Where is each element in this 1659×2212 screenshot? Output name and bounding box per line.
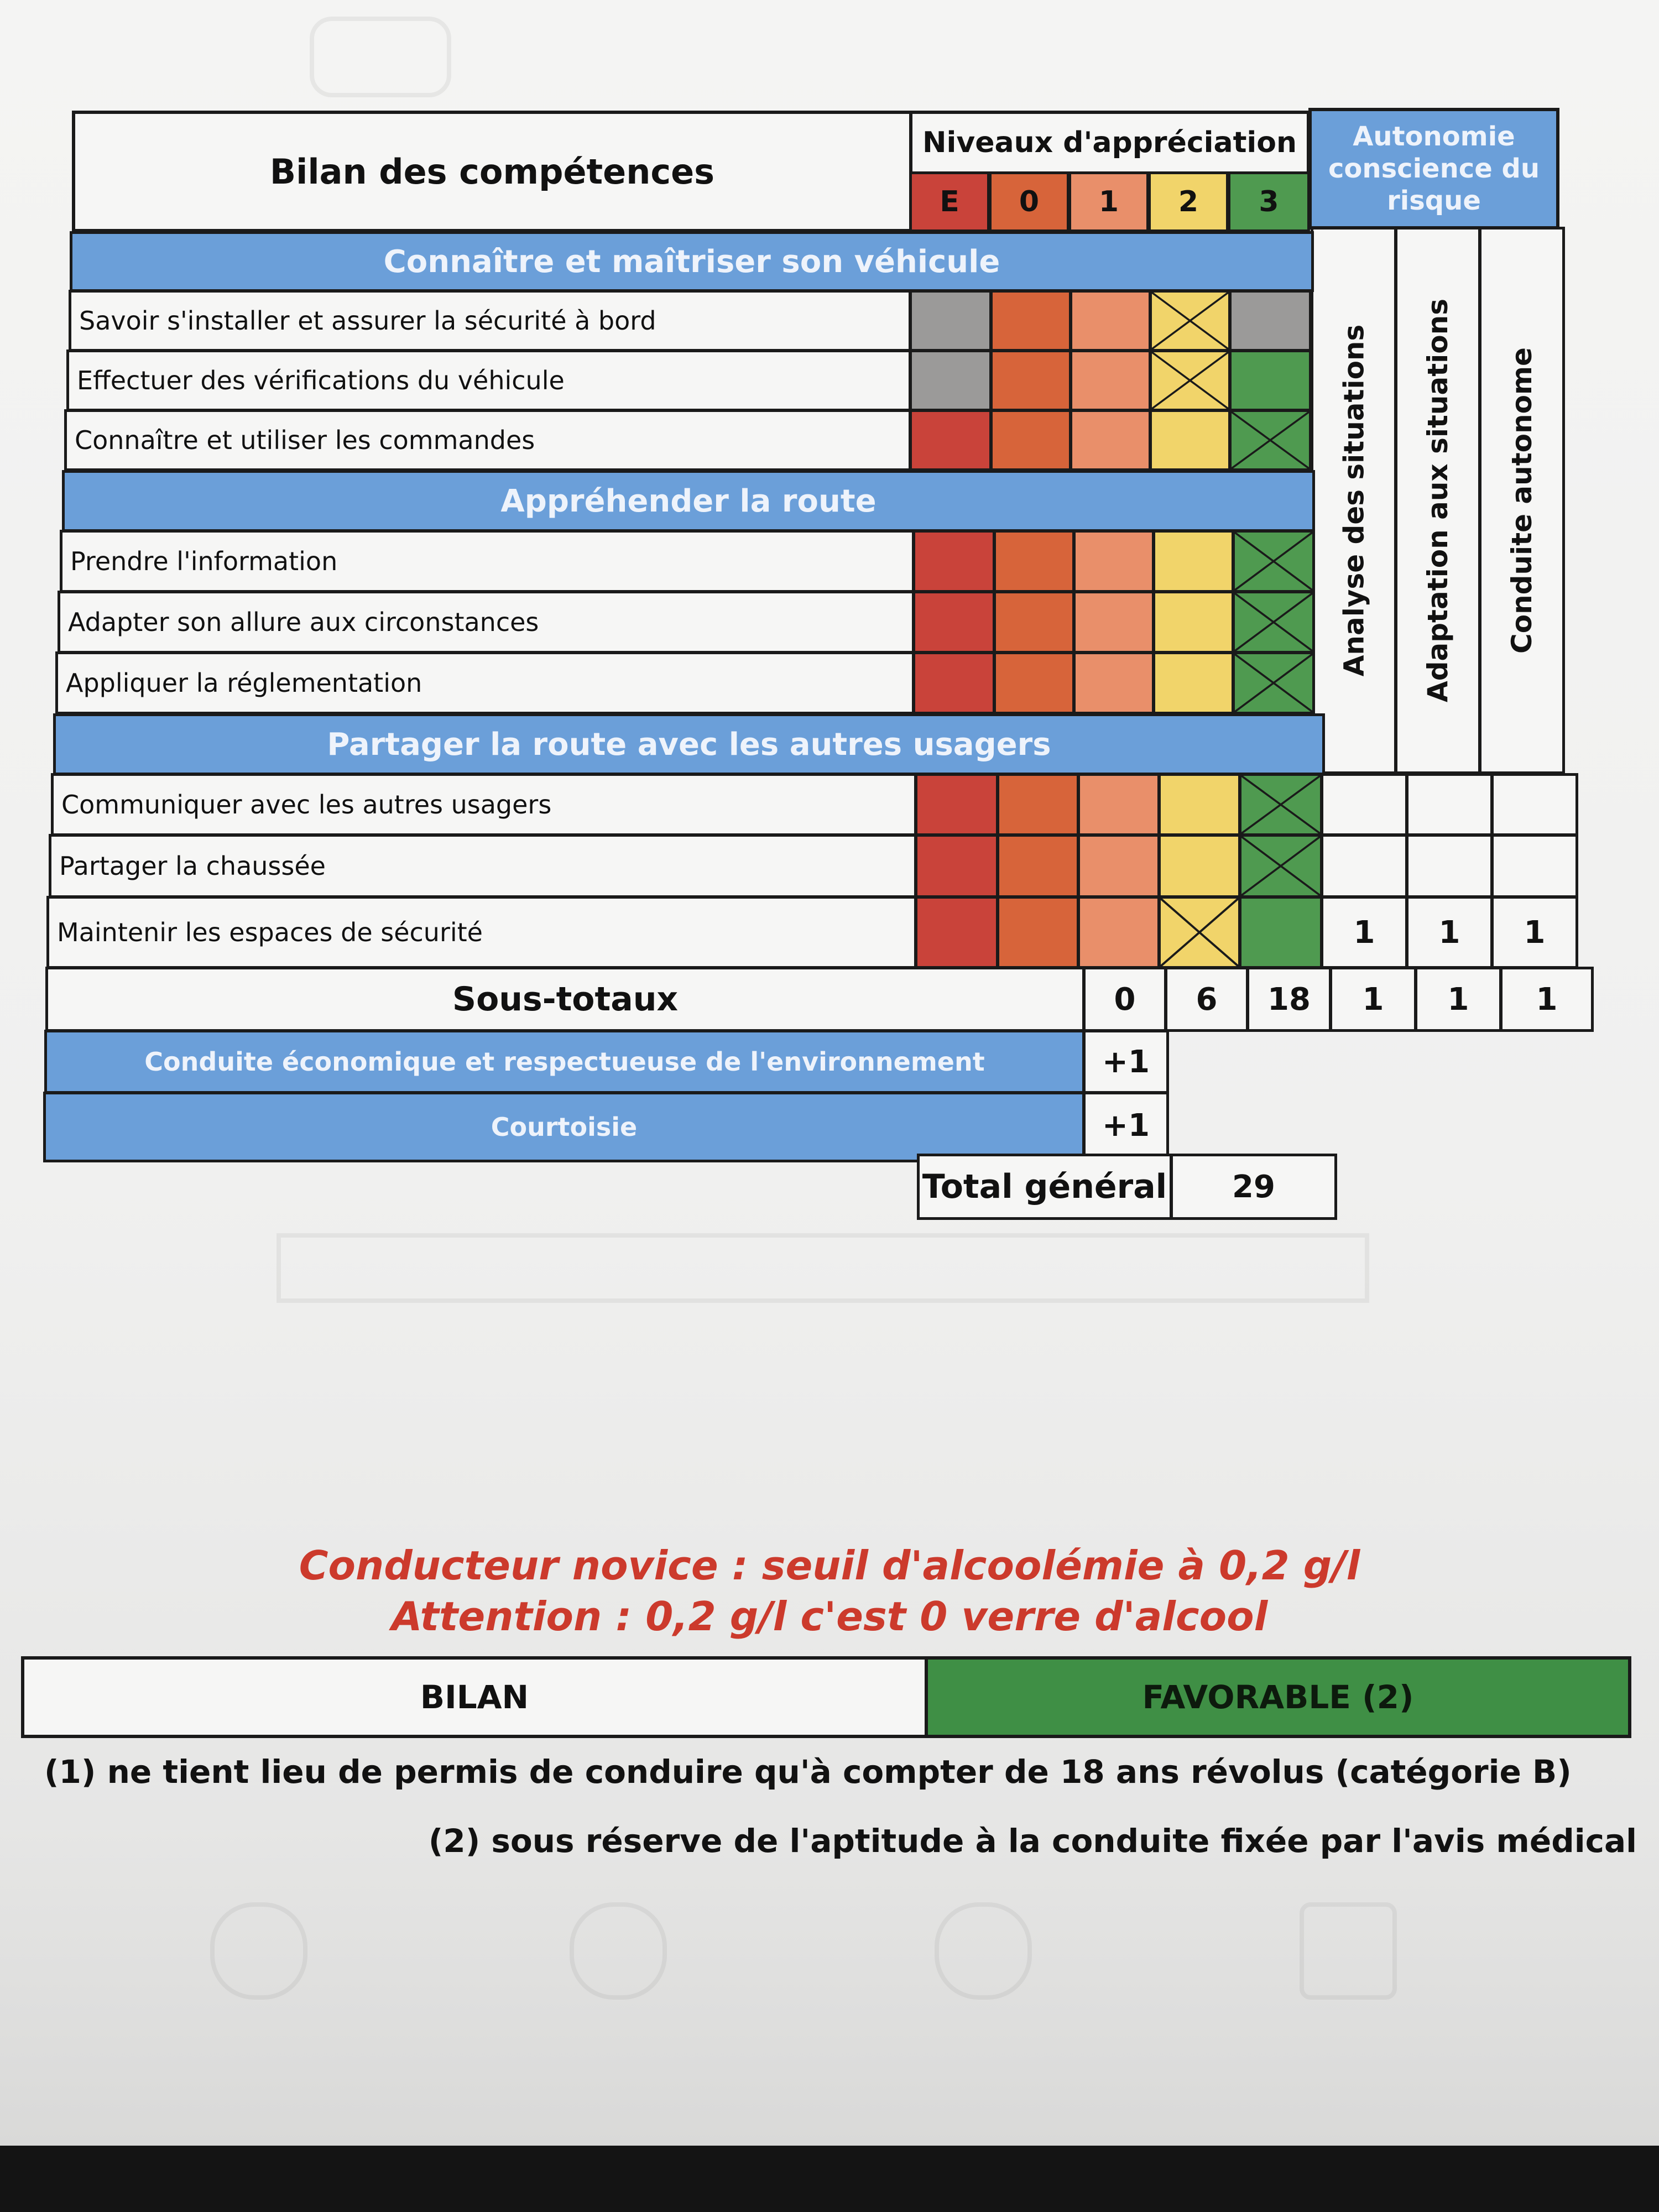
level-cell-1	[1070, 409, 1151, 471]
level-cell-1	[1073, 651, 1155, 714]
level-header-e: E	[909, 171, 990, 232]
level-cell-1	[1070, 290, 1151, 352]
table-title: Bilan des compétences	[72, 111, 912, 232]
section-title-partager: Partager la route avec les autres usagers	[53, 713, 1325, 775]
alcohol-warning-line1: Conducteur novice : seuil d'alcoolémie à 0,2 g/l	[299, 1542, 1360, 1589]
competence-row-label: Prendre l'information	[60, 530, 915, 593]
competence-row-label: Communiquer avec les autres usagers	[51, 773, 917, 836]
competence-row-label: Partager la chaussée	[49, 834, 917, 898]
bleed-through-mark	[276, 1233, 1369, 1303]
bonus-label-courtoisie: Courtoisie	[43, 1092, 1085, 1162]
bleed-through-mark	[210, 1902, 307, 2000]
competence-row-label: Effectuer des vérifications du véhicule	[66, 349, 911, 411]
bleed-through-mark	[570, 1902, 667, 2000]
subtotals-label: Sous-totaux	[45, 967, 1085, 1032]
level-cell-3	[1239, 896, 1323, 969]
competence-row-label: Appliquer la réglementation	[55, 651, 915, 714]
subtotal-value: 1	[1415, 967, 1502, 1032]
level-cell-0	[990, 290, 1072, 352]
bonus-value-eco: +1	[1083, 1030, 1169, 1094]
autonomy-cell	[1321, 834, 1408, 898]
level-header-0: 0	[989, 171, 1070, 232]
levels-header: Niveaux d'appréciation	[909, 111, 1310, 175]
autonomy-cell	[1406, 834, 1493, 898]
level-cell-3-checked	[1232, 530, 1315, 593]
subtotal-value: 0	[1083, 967, 1167, 1032]
level-cell-2	[1152, 530, 1234, 593]
level-cell-1	[1077, 834, 1160, 898]
cross-mark-icon	[1241, 837, 1320, 895]
level-cell-0	[997, 834, 1079, 898]
level-cell-e	[915, 773, 999, 836]
autonomy-header: Autonomie conscience du risque	[1308, 108, 1559, 229]
level-cell-3-checked	[1229, 409, 1312, 471]
subtotal-value: 18	[1246, 967, 1332, 1032]
cross-mark-icon	[1235, 593, 1312, 651]
level-cell-2	[1149, 409, 1231, 471]
bleed-through-mark	[935, 1902, 1032, 2000]
cross-mark-icon	[1152, 293, 1228, 349]
level-cell-1	[1077, 773, 1160, 836]
level-cell-0	[990, 349, 1072, 411]
level-cell-e	[909, 409, 992, 471]
level-cell-3	[1229, 290, 1312, 352]
autonomy-cell	[1491, 834, 1578, 898]
cross-mark-icon	[1161, 899, 1238, 966]
bilan-result: FAVORABLE (2)	[925, 1656, 1631, 1738]
autonomy-value: 1	[1321, 896, 1408, 969]
level-header-2: 2	[1148, 171, 1229, 232]
level-cell-2	[1158, 773, 1241, 836]
subtotal-value: 1	[1329, 967, 1417, 1032]
level-cell-e	[909, 290, 992, 352]
level-cell-3-checked	[1232, 591, 1315, 654]
total-label: Total général	[917, 1154, 1172, 1220]
autonomy-col-analyse: Analyse des situations	[1311, 227, 1397, 774]
autonomy-cell	[1406, 773, 1493, 836]
level-cell-2	[1152, 591, 1234, 654]
level-cell-2	[1158, 834, 1241, 898]
level-cell-2-checked	[1149, 290, 1231, 352]
bonus-label-eco: Conduite économique et respectueuse de l'environnement	[44, 1030, 1085, 1094]
autonomy-col-adaptation: Adaptation aux situations	[1395, 227, 1481, 774]
bleed-through-mark	[1300, 1902, 1397, 2000]
cross-mark-icon	[1235, 533, 1312, 590]
level-cell-1	[1077, 896, 1160, 969]
bonus-value-courtoisie: +1	[1083, 1092, 1169, 1159]
competence-row-label: Connaître et utiliser les commandes	[64, 409, 911, 471]
subtotal-value: 6	[1165, 967, 1249, 1032]
desk-background	[0, 2146, 1659, 2212]
autonomy-value: 1	[1491, 896, 1578, 969]
bleed-through-mark	[310, 17, 451, 97]
level-cell-e	[909, 349, 992, 411]
level-cell-0	[997, 773, 1079, 836]
section-title-route: Appréhender la route	[62, 470, 1315, 532]
level-cell-3-checked	[1232, 651, 1315, 714]
level-cell-e	[912, 591, 995, 654]
level-cell-e	[912, 530, 995, 593]
autonomy-cell	[1491, 773, 1578, 836]
level-cell-0	[993, 530, 1075, 593]
level-cell-1	[1073, 530, 1155, 593]
level-cell-2-checked	[1149, 349, 1231, 411]
autonomy-col-conduite: Conduite autonome	[1479, 227, 1565, 774]
cross-mark-icon	[1235, 654, 1312, 712]
footnote-2: (2) sous réserve de l'aptitude à la conduite fixée par l'avis médical	[428, 1822, 1637, 1860]
level-cell-3	[1229, 349, 1312, 411]
competence-row-label: Savoir s'installer et assurer la sécurité à bord	[69, 290, 911, 352]
level-cell-0	[997, 896, 1079, 969]
level-cell-e	[912, 651, 995, 714]
alcohol-warning	[166, 1540, 1493, 1645]
level-header-1: 1	[1068, 171, 1149, 232]
level-cell-2	[1152, 651, 1234, 714]
subtotal-value: 1	[1500, 967, 1594, 1032]
bilan-label: BILAN	[21, 1656, 928, 1738]
alcohol-warning-line2: Attention : 0,2 g/l c'est 0 verre d'alcool	[391, 1593, 1268, 1640]
level-cell-e	[915, 896, 999, 969]
competence-row-label: Adapter son allure aux circonstances	[58, 591, 915, 654]
level-cell-0	[993, 591, 1075, 654]
cross-mark-icon	[1152, 352, 1228, 409]
cross-mark-icon	[1232, 412, 1309, 468]
autonomy-cell	[1321, 773, 1408, 836]
level-cell-e	[915, 834, 999, 898]
competence-row-label: Maintenir les espaces de sécurité	[46, 896, 917, 969]
level-cell-1	[1073, 591, 1155, 654]
footnote-1: (1) ne tient lieu de permis de conduire qu'à compter de 18 ans révolus (catégorie B)	[44, 1753, 1572, 1791]
level-cell-1	[1070, 349, 1151, 411]
level-header-3: 3	[1228, 171, 1310, 232]
level-cell-3-checked	[1239, 773, 1323, 836]
level-cell-3-checked	[1239, 834, 1323, 898]
total-value: 29	[1170, 1154, 1337, 1220]
section-title-vehicule: Connaître et maîtriser son véhicule	[70, 231, 1314, 292]
level-cell-0	[990, 409, 1072, 471]
level-cell-2-checked	[1158, 896, 1241, 969]
cross-mark-icon	[1241, 776, 1320, 833]
level-cell-0	[993, 651, 1075, 714]
autonomy-value: 1	[1406, 896, 1493, 969]
